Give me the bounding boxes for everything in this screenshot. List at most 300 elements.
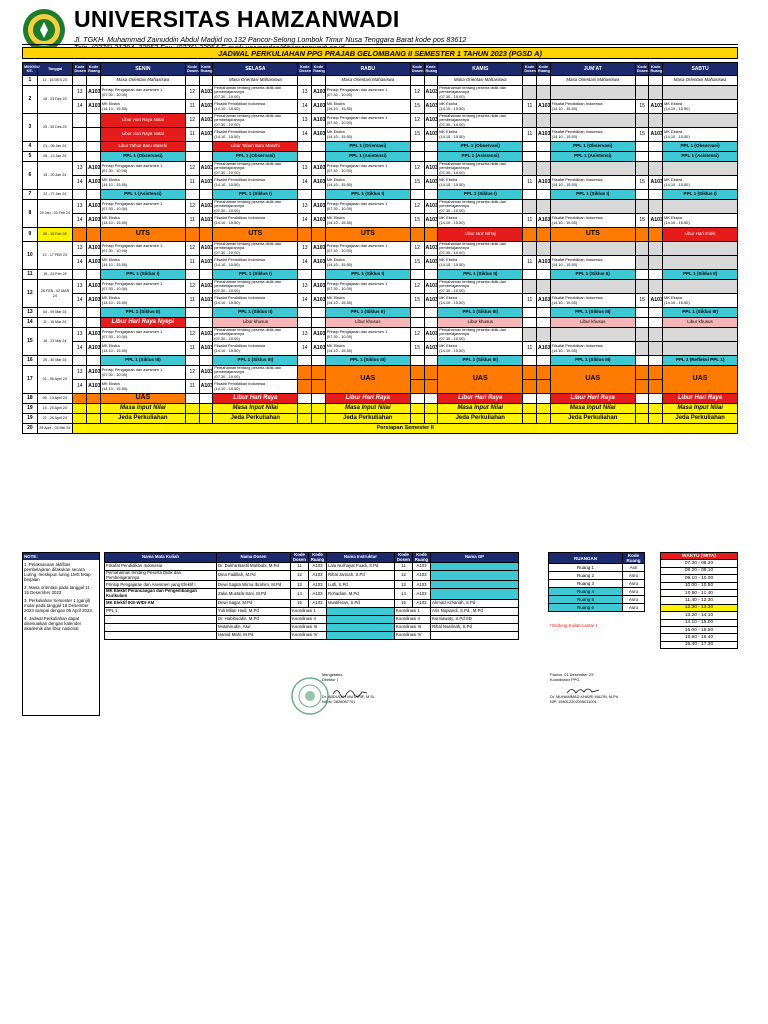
ppl-cell: PPL 1 (Siklus III)	[213, 356, 298, 366]
note-line: 2. Masa orientasi pada tanggal 11 - 15 Desember 2023	[24, 585, 93, 595]
room-code: A103	[424, 342, 438, 356]
week-date: 15 - 20 Jan 24'	[37, 162, 73, 190]
time-slot: 15.50 - 16.40	[661, 634, 738, 641]
room-code: A103	[424, 242, 438, 256]
course-time: (14.10 - 15.50)	[326, 299, 353, 305]
course-time: (07.30 - 10.00)	[439, 169, 465, 175]
course-name: MK Ekstra	[326, 295, 345, 301]
room-code: A103	[87, 328, 101, 342]
course-cell	[438, 214, 523, 228]
sig-text: Dr. MUHAMMAD KHAIRI MAZIN, M.Pd	[550, 694, 618, 699]
mk-cell: 12	[291, 571, 309, 581]
time-slot: 16.40 - 17.30	[661, 641, 738, 648]
week-number: 3	[23, 114, 38, 142]
course-cell	[438, 100, 523, 114]
exam-cell: UAS	[663, 366, 738, 394]
course-cell	[438, 200, 523, 214]
course-cell	[100, 342, 185, 356]
course-time: (14.10 - 15.50)	[664, 219, 690, 225]
room-table	[548, 552, 645, 612]
course-cell	[550, 128, 635, 142]
col-kode-dosen: Kode Dosen	[410, 63, 424, 76]
course-cell	[213, 328, 298, 342]
time-header: WAKTU (WITA)	[661, 553, 738, 560]
room-code: Asro	[623, 572, 645, 580]
header-rule	[22, 44, 738, 45]
course-name: Pemahaman tentang peserta didik dan pembelajarannya	[439, 279, 507, 289]
cell-mow: Masa Orientasi Mahasiswa	[663, 76, 738, 86]
course-cell	[663, 128, 738, 142]
mk-header: Nama Mata Kuliah	[105, 553, 217, 563]
course-name: Filsafat Pendidikan Indonesia	[551, 101, 603, 107]
week-date: 11 - 16 DES 23'	[37, 76, 73, 86]
week-row: 17 01 - 06 April 24' 13 A103 Prinsip Pengajaran dan asesmen 1 (07.30 - 10.00) 12 A103 Pemahaman tentang peserta didik dan pembelajarannya (07.30 - 10.00) UAS UAS UAS UAS	[23, 366, 738, 380]
course-name: Pemahaman tentang peserta didik dan pembelajarannya	[439, 161, 507, 171]
note-line: 4. Jadwal Perkuliahan dapat disesuaikan dengan kalender akademik dan libur nasional	[24, 616, 82, 631]
mk-cell	[431, 563, 519, 571]
room-name: Ruang 6	[549, 604, 623, 612]
course-lecturer-table	[104, 552, 519, 640]
mk-cell: A103	[413, 571, 431, 581]
week-row: 14 A103 MK Ekstra (14.10 - 15.50) 11 A103 Filsafat Pendidikan Indonesia (14.10 - 15.50) 14 A103 MK Ekstra (14.10 - 15.50) 15 A103 MK Ekstra (14.10 - 15.50) 11 A103 Filsafat Pendidikan Indonesia (14.10 - 15.50) 15 A103 MK Ekstra (14.10 - 15.50)	[23, 176, 738, 190]
room-code: A103	[649, 100, 663, 114]
mk-cell: Rihal Jannah, S.Pd	[327, 571, 395, 581]
room-code: Asri	[623, 564, 645, 572]
time-slot: 15.00 - 15.50	[661, 626, 738, 633]
room-code: A103	[87, 242, 101, 256]
schedule-title: JADWAL PERKULIAHAN PPG PRAJAB GELOMBANG II SEMESTER 1 TAHUN 2023 (PGSD A)	[22, 47, 738, 59]
course-cell	[438, 342, 523, 356]
week-row: 2 18 - 23 Des 23' 13 A103 Prinsip Pengajaran dan asesmen 1 (07.30 - 10.00) 12 A103 Pemahaman tentang peserta didik dan pembelajarannya (07.30 - 10.00) 13 A103 Prinsip Pengajaran dan asesmen 1 (07.30 - 10.00) 12 A103 Pemahaman tentang peserta didik dan pembelajarannya (07.30 - 10.00)	[23, 86, 738, 100]
course-name: MK Ekstra	[664, 177, 683, 183]
grading-cell: Masa Input Nilai	[325, 404, 410, 414]
course-time: (14.10 - 15.50)	[326, 105, 353, 111]
ppl-cell: PPL 1 (Siklus I)	[438, 190, 523, 200]
mk-cell: Rihal Nasrinah, S.Pd	[431, 623, 519, 631]
week-number: 4	[23, 142, 38, 152]
week-row	[23, 190, 738, 200]
mk-cell: Filsafat Pendidikan Indonesia	[105, 563, 217, 571]
mk-cell: Koordinasi II	[395, 615, 431, 623]
course-name: MK Ekstra	[664, 215, 683, 221]
course-cell	[100, 380, 185, 394]
room-code: A103	[312, 86, 326, 100]
room-code: A103	[537, 128, 551, 142]
week-row: 14 A103 MK Ekstra (14.10 - 15.50) 11 A103 Filsafat Pendidikan Indonesia (14.10 - 15.50) 14 A103 MK Ekstra (14.10 - 15.50) 15 A103 MK Ekstra (14.10 - 15.50) 11 A103 Filsafat Pendidikan Indonesia (14.10 - 15.50) 15 A103 MK Ekstra (14.10 - 15.50)	[23, 100, 738, 114]
ppl-cell: PPL 1 (Observasi)	[438, 142, 523, 152]
note-line: 3. Perkuliahan Semester 1 (ganjil) mulai pada tanggal 18 Desember 2023 sampai dengan 05 April 2024.	[24, 598, 94, 613]
mk-cell: A103	[309, 589, 327, 599]
course-cell	[550, 342, 635, 356]
course-time: (07.30 - 10.00)	[326, 333, 353, 339]
grading-cell: Masa Input Nilai	[213, 404, 298, 414]
grading-cell: Masa Input Nilai	[438, 404, 523, 414]
ppl-cell: PPL 1 (Observasi)	[100, 152, 185, 162]
room-code: A103	[199, 86, 213, 100]
time-slot: 11.40 - 12.30	[661, 597, 738, 604]
week-row: 8 29 Jan - 03 Feb 24' 13 A103 Prinsip Pengajaran dan asesmen 1 (07.30 - 10.00) 12 A103 Pemahaman tentang peserta didik dan pembelajarannya (07.30 - 10.00) 13 A103 Prinsip Pengajaran dan asesmen 1 (07.30 - 10.00) 12 A103 Pemahaman tentang peserta didik dan pembelajarannya (07.30 - 10.00)	[23, 200, 738, 214]
week-row	[23, 414, 738, 424]
course-cell	[663, 294, 738, 308]
mk-cell: 14	[395, 589, 413, 599]
mk-cell: Mustiferan, S.Pd	[327, 599, 395, 607]
holiday-cell: Libur Hari Raya	[325, 394, 410, 404]
mk-cell: Aris Nopiandi, S.Pd., M.Pd	[431, 607, 519, 615]
cell-mow: Masa Orientasi Mahasiswa	[550, 76, 635, 86]
course-cell	[213, 114, 298, 128]
ppl-cell: PPL 1 (Siklus I)	[325, 190, 410, 200]
grading-cell: Masa Input Nilai	[100, 404, 185, 414]
course-name: Filsafat Pendidikan Indonesia	[551, 343, 603, 349]
week-row	[23, 270, 738, 280]
room-code: A103	[199, 162, 213, 176]
time-slot: 13.20 - 14.10	[661, 612, 738, 619]
course-name: Pemahaman tentang peserta didik dan pembelajarannya	[439, 241, 507, 251]
course-time: (14.10 - 15.50)	[551, 347, 578, 353]
course-time: (07.30 - 10.00)	[101, 371, 128, 377]
week-number: 7	[23, 190, 38, 200]
course-cell	[438, 128, 523, 142]
ppl-cell: PPL 1 (Siklus I)	[213, 190, 298, 200]
course-time: (07.30 - 10.00)	[439, 249, 465, 255]
week-date: 01 - 06 April 24'	[37, 366, 73, 394]
week-number: 2	[23, 86, 38, 114]
course-name: MK Ekstra	[439, 215, 458, 221]
course-cell	[438, 294, 523, 308]
week-date: 29 April - 03 Mei 24'	[37, 424, 73, 434]
course-time: (07.30 - 10.00)	[214, 287, 240, 293]
course-time: (07.30 - 10.00)	[214, 373, 240, 379]
room-code: A103	[537, 294, 551, 308]
mk-cell	[431, 589, 519, 599]
week-number: 19	[23, 414, 38, 424]
course-time: (07.30 - 10.00)	[326, 167, 353, 173]
mk-cell: Ahmad Azhariah, S.Pd	[431, 599, 519, 607]
room-code: A103	[199, 342, 213, 356]
course-time: (14.10 - 15.50)	[439, 299, 465, 305]
mk-cell: Mutahirudin, Alwi	[217, 623, 291, 631]
holiday-cell: Libur Hari Raya Natal	[100, 128, 185, 142]
course-cell	[100, 100, 185, 114]
course-time: (14.10 - 15.50)	[551, 133, 578, 139]
week-number: 1	[23, 76, 38, 86]
course-time: (14.10 - 15.50)	[439, 219, 465, 225]
week-row	[23, 142, 738, 152]
room-name: Ruang 4	[549, 588, 623, 596]
cell-mow: Masa Orientasi Mahasiswa	[325, 76, 410, 86]
room-header: RUANGAN	[549, 553, 623, 564]
course-time: (07.30 - 10.00)	[214, 121, 240, 127]
week-date: 08 - 13 Jan 24'	[37, 152, 73, 162]
course-time: (14.10 - 15.50)	[214, 347, 240, 353]
university-seal-icon	[22, 8, 66, 52]
course-name: Filsafat Pendidikan Indonesia	[551, 295, 603, 301]
sig-text: Pancor, 01 Desember 23'	[550, 672, 594, 677]
room-code: A103	[199, 176, 213, 190]
room-code: A103	[424, 294, 438, 308]
course-cell	[213, 86, 298, 100]
room-code: Asro	[623, 596, 645, 604]
mk-row	[105, 607, 519, 615]
room-code: A103	[537, 176, 551, 190]
week-date: 29 Jan - 03 Feb 24'	[37, 200, 73, 228]
course-time: (14.10 - 15.50)	[214, 133, 240, 139]
mk-cell: A103	[413, 589, 431, 599]
holiday-cell: Libur khusus	[550, 318, 635, 328]
course-time: (14.10 - 15.50)	[664, 105, 690, 111]
course-name: MK Ekstra	[439, 129, 458, 135]
week-date: 25 - 30 Des 23'	[37, 114, 73, 142]
course-time: (14.10 - 15.50)	[551, 181, 578, 187]
course-name: Pemahaman tentang peserta didik dan pembelajarannya	[439, 85, 507, 95]
course-name: Prinsip Pengajaran dan asesmen 1	[326, 163, 388, 169]
course-time: (14.10 - 15.50)	[326, 219, 353, 225]
course-cell	[325, 242, 410, 256]
course-cell	[213, 380, 298, 394]
course-time: (14.10 - 15.50)	[214, 181, 240, 187]
room-code: A103	[312, 280, 326, 294]
ppl-cell: PPL 1 (Siklus III)	[438, 308, 523, 318]
course-name: MK Ekstra	[326, 257, 345, 263]
week-number: 17	[23, 366, 38, 394]
course-cell	[325, 214, 410, 228]
course-cell	[438, 162, 523, 176]
ppl-cell: PPL 1 (Asistensi)	[550, 152, 635, 162]
course-time: (14.10 - 15.50)	[551, 219, 578, 225]
week-date: 08 - 13 April 24'	[37, 394, 73, 404]
mk-header: Nama Dosen	[217, 553, 291, 563]
week-number: 5	[23, 152, 38, 162]
mk-header: Nama GP	[431, 553, 519, 563]
mk-cell: MK Elektif IKE-WIDI-AM	[105, 599, 217, 607]
course-name: MK Ekstra	[439, 177, 458, 183]
course-cell	[100, 256, 185, 270]
room-name: Ruang 3	[549, 580, 623, 588]
holiday-cell: Libur Hari Raya Natal	[100, 114, 185, 128]
course-time: (07.30 - 10.00)	[439, 287, 465, 293]
exam-cell: UAS	[100, 394, 185, 404]
room-name: Ruang 2	[549, 572, 623, 580]
course-time: (14.10 - 15.50)	[551, 105, 578, 111]
mk-cell: Hamid Mahi, M.Pd	[217, 631, 291, 639]
course-name: Prinsip Pengajaran dan asesmen 1	[326, 115, 388, 121]
course-name: Filsafat Pendidikan Indonesia	[214, 381, 266, 387]
course-name: Prinsip Pengajaran dan asesmen 1	[101, 367, 163, 373]
course-name: Pemahaman tentang peserta didik dan pembelajarannya	[214, 113, 282, 123]
room-code: A103	[199, 128, 213, 142]
room-code: A103	[424, 100, 438, 114]
course-cell	[438, 242, 523, 256]
mk-cell: Koordinasi 1	[291, 607, 327, 615]
room-header: Kode Ruang	[623, 553, 645, 564]
week-row	[23, 394, 738, 404]
course-name: MK Ekstra	[101, 381, 120, 387]
room-code: A103	[537, 342, 551, 356]
course-time: (14.10 - 15.50)	[439, 261, 465, 267]
course-cell	[213, 280, 298, 294]
room-code: Asro	[623, 588, 645, 596]
course-time: (14.10 - 15.50)	[439, 133, 465, 139]
course-time: (07.30 - 10.00)	[101, 247, 128, 253]
break-cell: Jeda Perkuliahan	[100, 414, 185, 424]
official-stamp-icon	[290, 676, 330, 716]
course-cell	[438, 256, 523, 270]
mk-cell: A103	[413, 599, 431, 607]
col-kode-ruang: Kode Ruang	[199, 63, 213, 76]
ppl-cell: PPL 1 (Siklus II)	[325, 308, 410, 318]
course-cell	[550, 214, 635, 228]
course-cell	[213, 214, 298, 228]
room-code: A103	[87, 86, 101, 100]
mk-cell: 11	[291, 563, 309, 571]
time-table	[660, 552, 738, 649]
break-cell: Jeda Perkuliahan	[438, 414, 523, 424]
ppl-cell: PPL 1 (Observasi)	[213, 152, 298, 162]
course-time: (14.10 - 15.50)	[101, 219, 128, 225]
mk-cell: Dina Fadillah, M.Pd	[217, 571, 291, 581]
sig-text: NIP. 198012202005011001	[550, 699, 597, 704]
mk-header: Nama Instruktur	[327, 553, 395, 563]
week-date: 12 - 17 FEB 24'	[37, 242, 73, 270]
course-name: Pemahaman tentang peserta didik dan pembelajarannya	[214, 241, 282, 251]
course-time: (07.30 - 10.00)	[326, 91, 353, 97]
ppl-cell: PPL 1 (Siklus III)	[663, 308, 738, 318]
room-code: A103	[424, 280, 438, 294]
address-line-1: Jl. TGKH. Muhammad Zainuddin Abdul Madjid no.132 Pancor-Selong Lombok Timur Nusa Tenggara Barat kode pos 83612	[74, 35, 467, 44]
course-time: (14.10 - 15.50)	[439, 347, 465, 353]
sig-text: NIDN. 0828087701	[322, 699, 356, 704]
course-name: MK Ekstra	[439, 295, 458, 301]
course-time: (07.30 - 10.00)	[214, 249, 240, 255]
course-time: (14.10 - 15.50)	[326, 181, 353, 187]
course-time: (14.10 - 15.50)	[101, 105, 128, 111]
ppl-cell: PPL 1 (Siklus II)	[550, 270, 635, 280]
course-time: (07.30 - 10.00)	[101, 167, 128, 173]
course-time: (14.10 - 15.50)	[326, 347, 353, 353]
course-cell	[325, 328, 410, 342]
col-kode-ruang: Kode Ruang	[537, 63, 551, 76]
time-slot: 09.10 - 10.00	[661, 575, 738, 582]
course-name: Prinsip Pengajaran dan asesmen 1	[326, 281, 388, 287]
course-name: Prinsip Pengajaran dan asesmen 1	[101, 163, 163, 169]
course-name: MK Ekstra	[101, 101, 120, 107]
room-name: Ruang 1	[549, 564, 623, 572]
week-row	[23, 356, 738, 366]
mk-row	[105, 615, 519, 623]
break-cell: Jeda Perkuliahan	[550, 414, 635, 424]
mk-row	[105, 623, 519, 631]
mk-cell: PPL 1	[105, 607, 217, 615]
course-name: MK Ekstra	[439, 101, 458, 107]
room-code: A103	[199, 256, 213, 270]
course-cell	[100, 294, 185, 308]
room-code: A103	[537, 214, 551, 228]
course-time: (07.30 - 10.00)	[214, 169, 240, 175]
exam-cell: UAS	[438, 366, 523, 394]
course-cell	[100, 214, 185, 228]
mk-cell: Prinsip Pengajaran dan Asesmen yang Efektif I	[105, 581, 217, 589]
course-cell	[663, 176, 738, 190]
col-sabtu: SABTU	[663, 63, 738, 76]
course-name: Pemahaman tentang peserta didik dan pembelajarannya	[214, 161, 282, 171]
room-code: A103	[312, 256, 326, 270]
course-name: MK Ekstra	[326, 129, 345, 135]
course-name: MK Ekstra	[101, 295, 120, 301]
mk-cell: Rohadian, M.Pd	[327, 589, 395, 599]
mk-cell: A103	[309, 571, 327, 581]
course-cell	[100, 162, 185, 176]
course-name: MK Ekstra	[439, 257, 458, 263]
course-cell	[100, 366, 185, 380]
holiday-cell: Libur Tahun Baru Masehi	[100, 142, 185, 152]
week-row	[23, 228, 738, 242]
room-code: A103	[199, 114, 213, 128]
course-time: (14.10 - 15.50)	[664, 299, 690, 305]
course-time: (14.10 - 15.50)	[101, 347, 128, 353]
course-cell	[438, 114, 523, 128]
exam-cell: UTS	[100, 228, 185, 242]
sig-text: Koordinator PPG,	[550, 677, 581, 682]
letterhead	[22, 8, 752, 52]
room-code: Asro	[623, 580, 645, 588]
room-code: A103	[199, 242, 213, 256]
week-number: 8	[23, 200, 38, 228]
room-code: A103	[649, 128, 663, 142]
room-code: A103	[199, 328, 213, 342]
course-cell	[100, 86, 185, 100]
note-box	[22, 552, 100, 716]
week-number: 11	[23, 270, 38, 280]
week-row	[23, 424, 738, 434]
time-slot: 10.50 - 11.40	[661, 589, 738, 596]
mk-cell: 15	[291, 599, 309, 607]
week-row: 14 A103 MK Ekstra (14.10 - 15.50) 11 A103 Filsafat Pendidikan Indonesia (14.10 - 15.50) 14 A103 MK Ekstra (14.10 - 15.50) 15 A103 MK Ekstra (14.10 - 15.50) 11 A103 Filsafat Pendidikan Indonesia (14.10 - 15.50)	[23, 342, 738, 356]
room-code: A103	[312, 162, 326, 176]
week-row	[23, 76, 738, 86]
course-name: MK Ekstra	[326, 177, 345, 183]
room-code: A103	[312, 342, 326, 356]
course-cell	[325, 342, 410, 356]
col-minggu: MINGGU KE-	[23, 63, 38, 76]
course-cell	[438, 328, 523, 342]
week-row: 12 26 FEB - 02 MAR 24' 13 A103 Prinsip Pengajaran dan asesmen 1 (07.30 - 10.00) 12 A103 Pemahaman tentang peserta didik dan pembelajarannya (07.30 - 10.00) 13 A103 Prinsip Pengajaran dan asesmen 1 (07.30 - 10.00) 12 A103 Pemahaman tentang peserta didik dan pembelajarannya (07.30 - 10.00)	[23, 280, 738, 294]
mk-cell: Koordinasi IV	[395, 631, 431, 639]
course-name: MK Ekstra	[664, 295, 683, 301]
course-name: MK Ekstra	[101, 343, 120, 349]
room-code: A103	[199, 380, 213, 394]
room-code: A103	[312, 114, 326, 128]
ppl-cell: PPL 1 (Siklus III)	[438, 356, 523, 366]
room-code: A103	[312, 200, 326, 214]
week-date: 25 - 30 Mar 24'	[37, 356, 73, 366]
holiday-cell: Libur Hari Imlek	[663, 228, 738, 242]
course-cell	[550, 294, 635, 308]
course-name: Filsafat Pendidikan Indonesia	[214, 343, 266, 349]
col-kode-dosen: Kode Dosen	[298, 63, 312, 76]
break-cell: Jeda Perkuliahan	[663, 414, 738, 424]
week-row: 14 A103 MK Ekstra (14.10 - 15.50) 11 A103 Filsafat Pendidikan Indonesia (14.10 - 15.50) 14 A103 MK Ekstra (14.10 - 15.50) 15 A103 MK Ekstra (14.10 - 15.50) 11 A103 Filsafat Pendidikan Indonesia (14.10 - 15.50)	[23, 256, 738, 270]
room-code: A103	[424, 214, 438, 228]
ppl-cell: PPL 1 (Asistensi)	[100, 190, 185, 200]
schedule-header-row	[23, 63, 738, 76]
mk-cell	[431, 571, 519, 581]
cell-mow: Masa Orientasi Mahasiswa	[438, 76, 523, 86]
mk-row	[105, 589, 519, 599]
ppl-cell: PPL 1 (Siklus II)	[663, 270, 738, 280]
mk-cell: Lutfi, S.Pd	[327, 581, 395, 589]
col-kode-dosen: Kode Dosen	[73, 63, 87, 76]
course-cell	[438, 280, 523, 294]
